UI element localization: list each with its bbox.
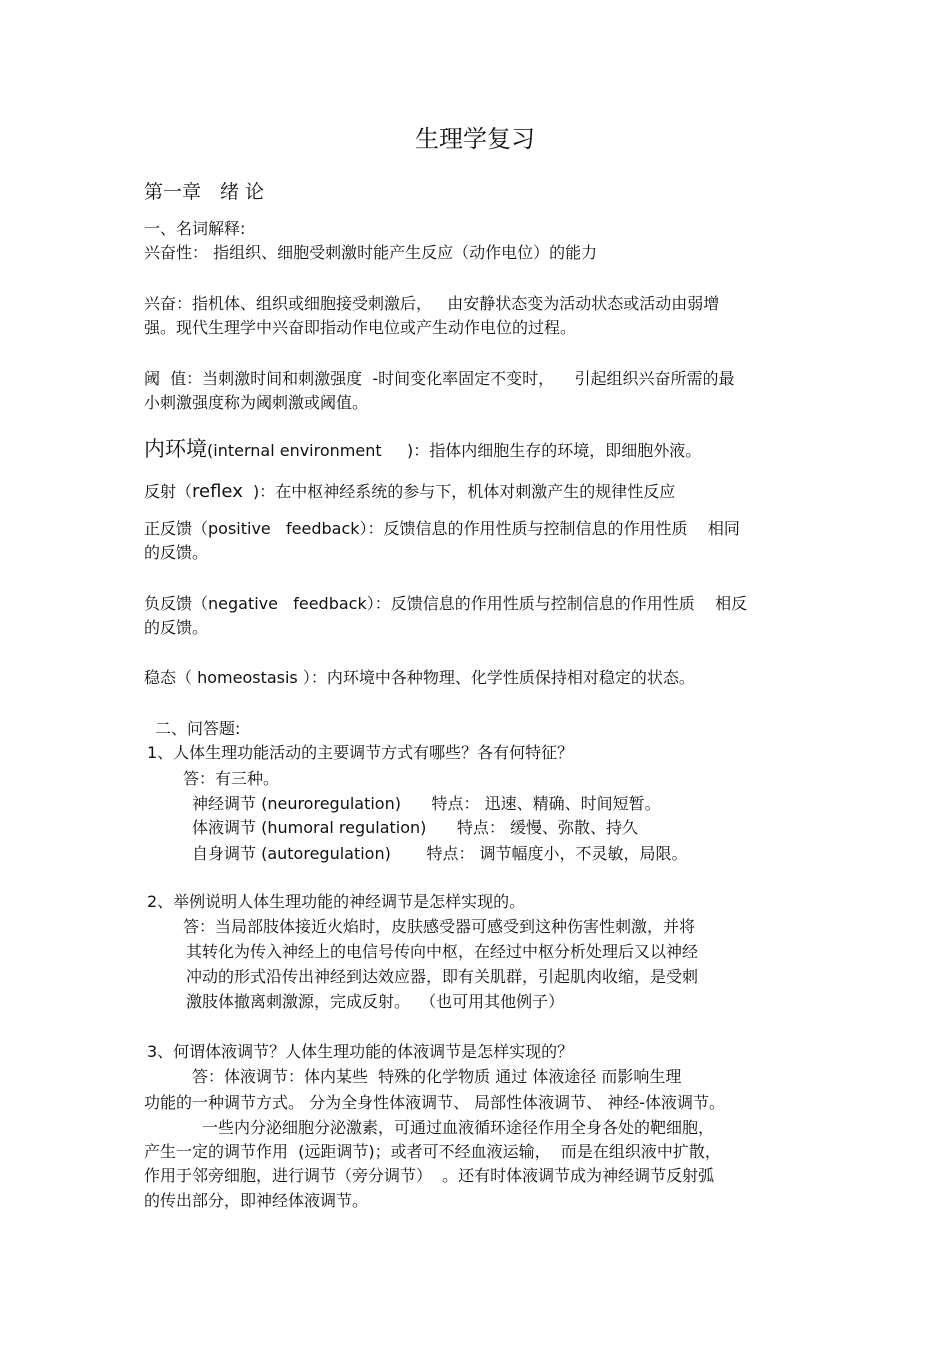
definition-excitability: 兴奋性： 指组织、细胞受刺激时能产生反应（动作电位）的能力	[144, 243, 598, 262]
answer-2-line2: 其转化为传入神经上的电信号传向中枢，在经过中枢分析处理后又以神经	[186, 942, 699, 961]
question-3: 3、何谓体液调节？人体生理功能的体液调节是怎样实现的？	[147, 1042, 574, 1061]
question-1: 1、人体生理功能活动的主要调节方式有哪些？各有何特征？	[147, 743, 574, 762]
question-2: 2、举例说明人体生理功能的神经调节是怎样实现的。	[147, 892, 526, 911]
definition-excitation-line1: 兴奋：指机体、组织或细胞接受刺激后， 由安静状态变为活动状态或活动由弱增	[144, 294, 720, 313]
answer-3-line3: 一些内分泌细胞分泌激素，可通过血液循环途径作用全身各处的靶细胞，	[202, 1118, 715, 1137]
internal-environment-text: (internal environment )：指体内细胞生存的环境，即细胞外液。	[207, 441, 702, 460]
definition-internal-environment	[144, 437, 701, 463]
answer-1-item-humoral: 体液调节 (humoral regulation) 特点： 缓慢、弥散、持久	[192, 818, 639, 837]
section-heading-questions: 二、问答题:	[155, 719, 241, 738]
definition-reflex	[144, 480, 675, 504]
answer-3-line4: 产生一定的调节作用 (远距调节)；或者可不经血液运输， 而是在组织液中扩散，	[144, 1142, 721, 1161]
section-heading-definitions: 一、名词解释:	[144, 219, 246, 238]
answer-3-line1: 答：体液调节：体内某些 特殊的化学物质 通过 体液途径 而影响生理	[192, 1067, 682, 1086]
answer-2-line1: 答：当局部肢体接近火焰时，皮肤感受器可感受到这种伤害性刺激，并将	[183, 917, 696, 936]
answer-2-line4: 激肢体撤离刺激源，完成反射。 （也可用其他例子）	[186, 992, 565, 1011]
chapter-heading: 第一章 绪 论	[144, 181, 265, 203]
answer-3-line5: 作用于邻旁细胞，进行调节（旁分调节） 。还有时体液调节成为神经调节反射弧	[144, 1166, 715, 1185]
definition-positive-feedback-line1: 正反馈（positive feedback）：反馈信息的作用性质与控制信息的作用性质 相同	[144, 519, 740, 538]
answer-1-item-auto: 自身调节 (autoregulation) 特点： 调节幅度小，不灵敏，局限。	[192, 844, 688, 863]
answer-1-item-neural: 神经调节 (neuroregulation) 特点： 迅速、精确、时间短暂。	[192, 794, 661, 813]
answer-1-intro: 答：有三种。	[183, 769, 280, 788]
page-title: 生理学复习	[415, 125, 535, 153]
answer-3-line2: 功能的一种调节方式。 分为全身性体液调节、 局部性体液调节、 神经-体液调节。	[144, 1093, 726, 1112]
reflex-text: )：在中枢神经系统的参与下，机体对刺激产生的规律性反应	[242, 482, 676, 501]
definition-homeostasis: 稳态（ homeostasis ）：内环境中各种物理、化学性质保持相对稳定的状态。	[144, 668, 695, 687]
definition-negative-feedback-line1: 负反馈（negative feedback）：反馈信息的作用性质与控制信息的作用性质 相反	[144, 594, 748, 613]
answer-3-line6: 的传出部分，即神经体液调节。	[144, 1191, 369, 1210]
internal-environment-term: 内环境	[144, 437, 207, 461]
answer-2-line3: 冲动的形式沿传出神经到达效应器，即有关肌群，引起肌肉收缩，是受刺	[186, 967, 699, 986]
definition-positive-feedback-line2: 的反馈。	[144, 543, 209, 562]
definition-threshold-line1: 阈 值：当刺激时间和刺激强度 -时间变化率固定不变时， 引起组织兴奋所需的最	[144, 369, 735, 388]
definition-excitation-line2: 强。现代生理学中兴奋即指动作电位或产生动作电位的过程。	[144, 318, 577, 337]
definition-threshold-line2: 小刺激强度称为阈刺激或阈值。	[144, 393, 369, 412]
definition-negative-feedback-line2: 的反馈。	[144, 618, 209, 637]
reflex-term: reflex	[192, 481, 243, 502]
reflex-prefix: 反射（	[144, 482, 193, 501]
